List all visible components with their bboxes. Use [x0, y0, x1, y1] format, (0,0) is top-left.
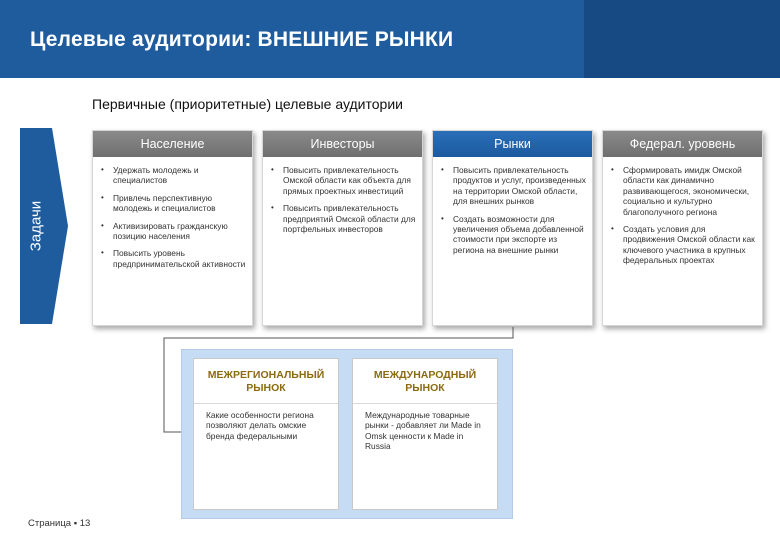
side-tab-label: Задачи — [27, 200, 45, 252]
task-item: • Привлечь перспективную молодежь и специалистов — [113, 193, 246, 214]
card-international-market — [352, 358, 498, 510]
page-number: Страница ▪ 13 — [28, 518, 91, 529]
task-item: • Повысить уровень предпринимательской активности — [113, 248, 246, 269]
task-item: • Сформировать имидж Омской области как динамично развивающегося, экономически, социально и культурно благополучного региона — [623, 165, 756, 217]
task-item: • Повысить привлекательность продуктов и услуг, произведенных на территории Омской области, для внешних рынков — [453, 165, 586, 207]
task-item: • Повысить привлекательность предприятий Омской области для портфельных инвесторов — [283, 203, 416, 234]
column-header: Федерал. уровень — [603, 131, 762, 157]
card-text: Какие особенности региона позволяют делать омские бренда федеральными — [206, 410, 314, 441]
task-item: • Повысить привлекательность Омской области как объекта для прямых проектных инвестиций — [283, 165, 416, 196]
task-item: • Создать возможности для увеличения объема добавленной стоимости при экспорте из региона на внешние рынки — [453, 214, 586, 256]
card-title: МЕЖДУНАРОДНЫЙ РЫНОК — [353, 359, 497, 404]
column-header: Инвесторы — [263, 131, 422, 157]
task-item: • Удержать молодежь и специалистов — [113, 165, 246, 186]
section-subtitle: Первичные (приоритетные) целевые аудитории — [92, 96, 403, 112]
page-title: Целевые аудитории: ВНЕШНИЕ РЫНКИ — [30, 28, 454, 51]
task-item: • Активизировать гражданскую позицию населения — [113, 221, 246, 242]
card-interregional-market — [193, 358, 339, 510]
card-title: МЕЖРЕГИОНАЛЬНЫЙ РЫНОК — [194, 359, 338, 404]
task-item: • Создать условия для продвижения Омской области как ключевого участника в крупных федеральных проектах — [623, 224, 756, 266]
column-header: Население — [93, 131, 252, 157]
column-header-active: Рынки — [433, 131, 592, 157]
card-text: Международные товарные рынки - добавляет ли Made in Omsk ценности к Made in Russia — [365, 410, 481, 452]
